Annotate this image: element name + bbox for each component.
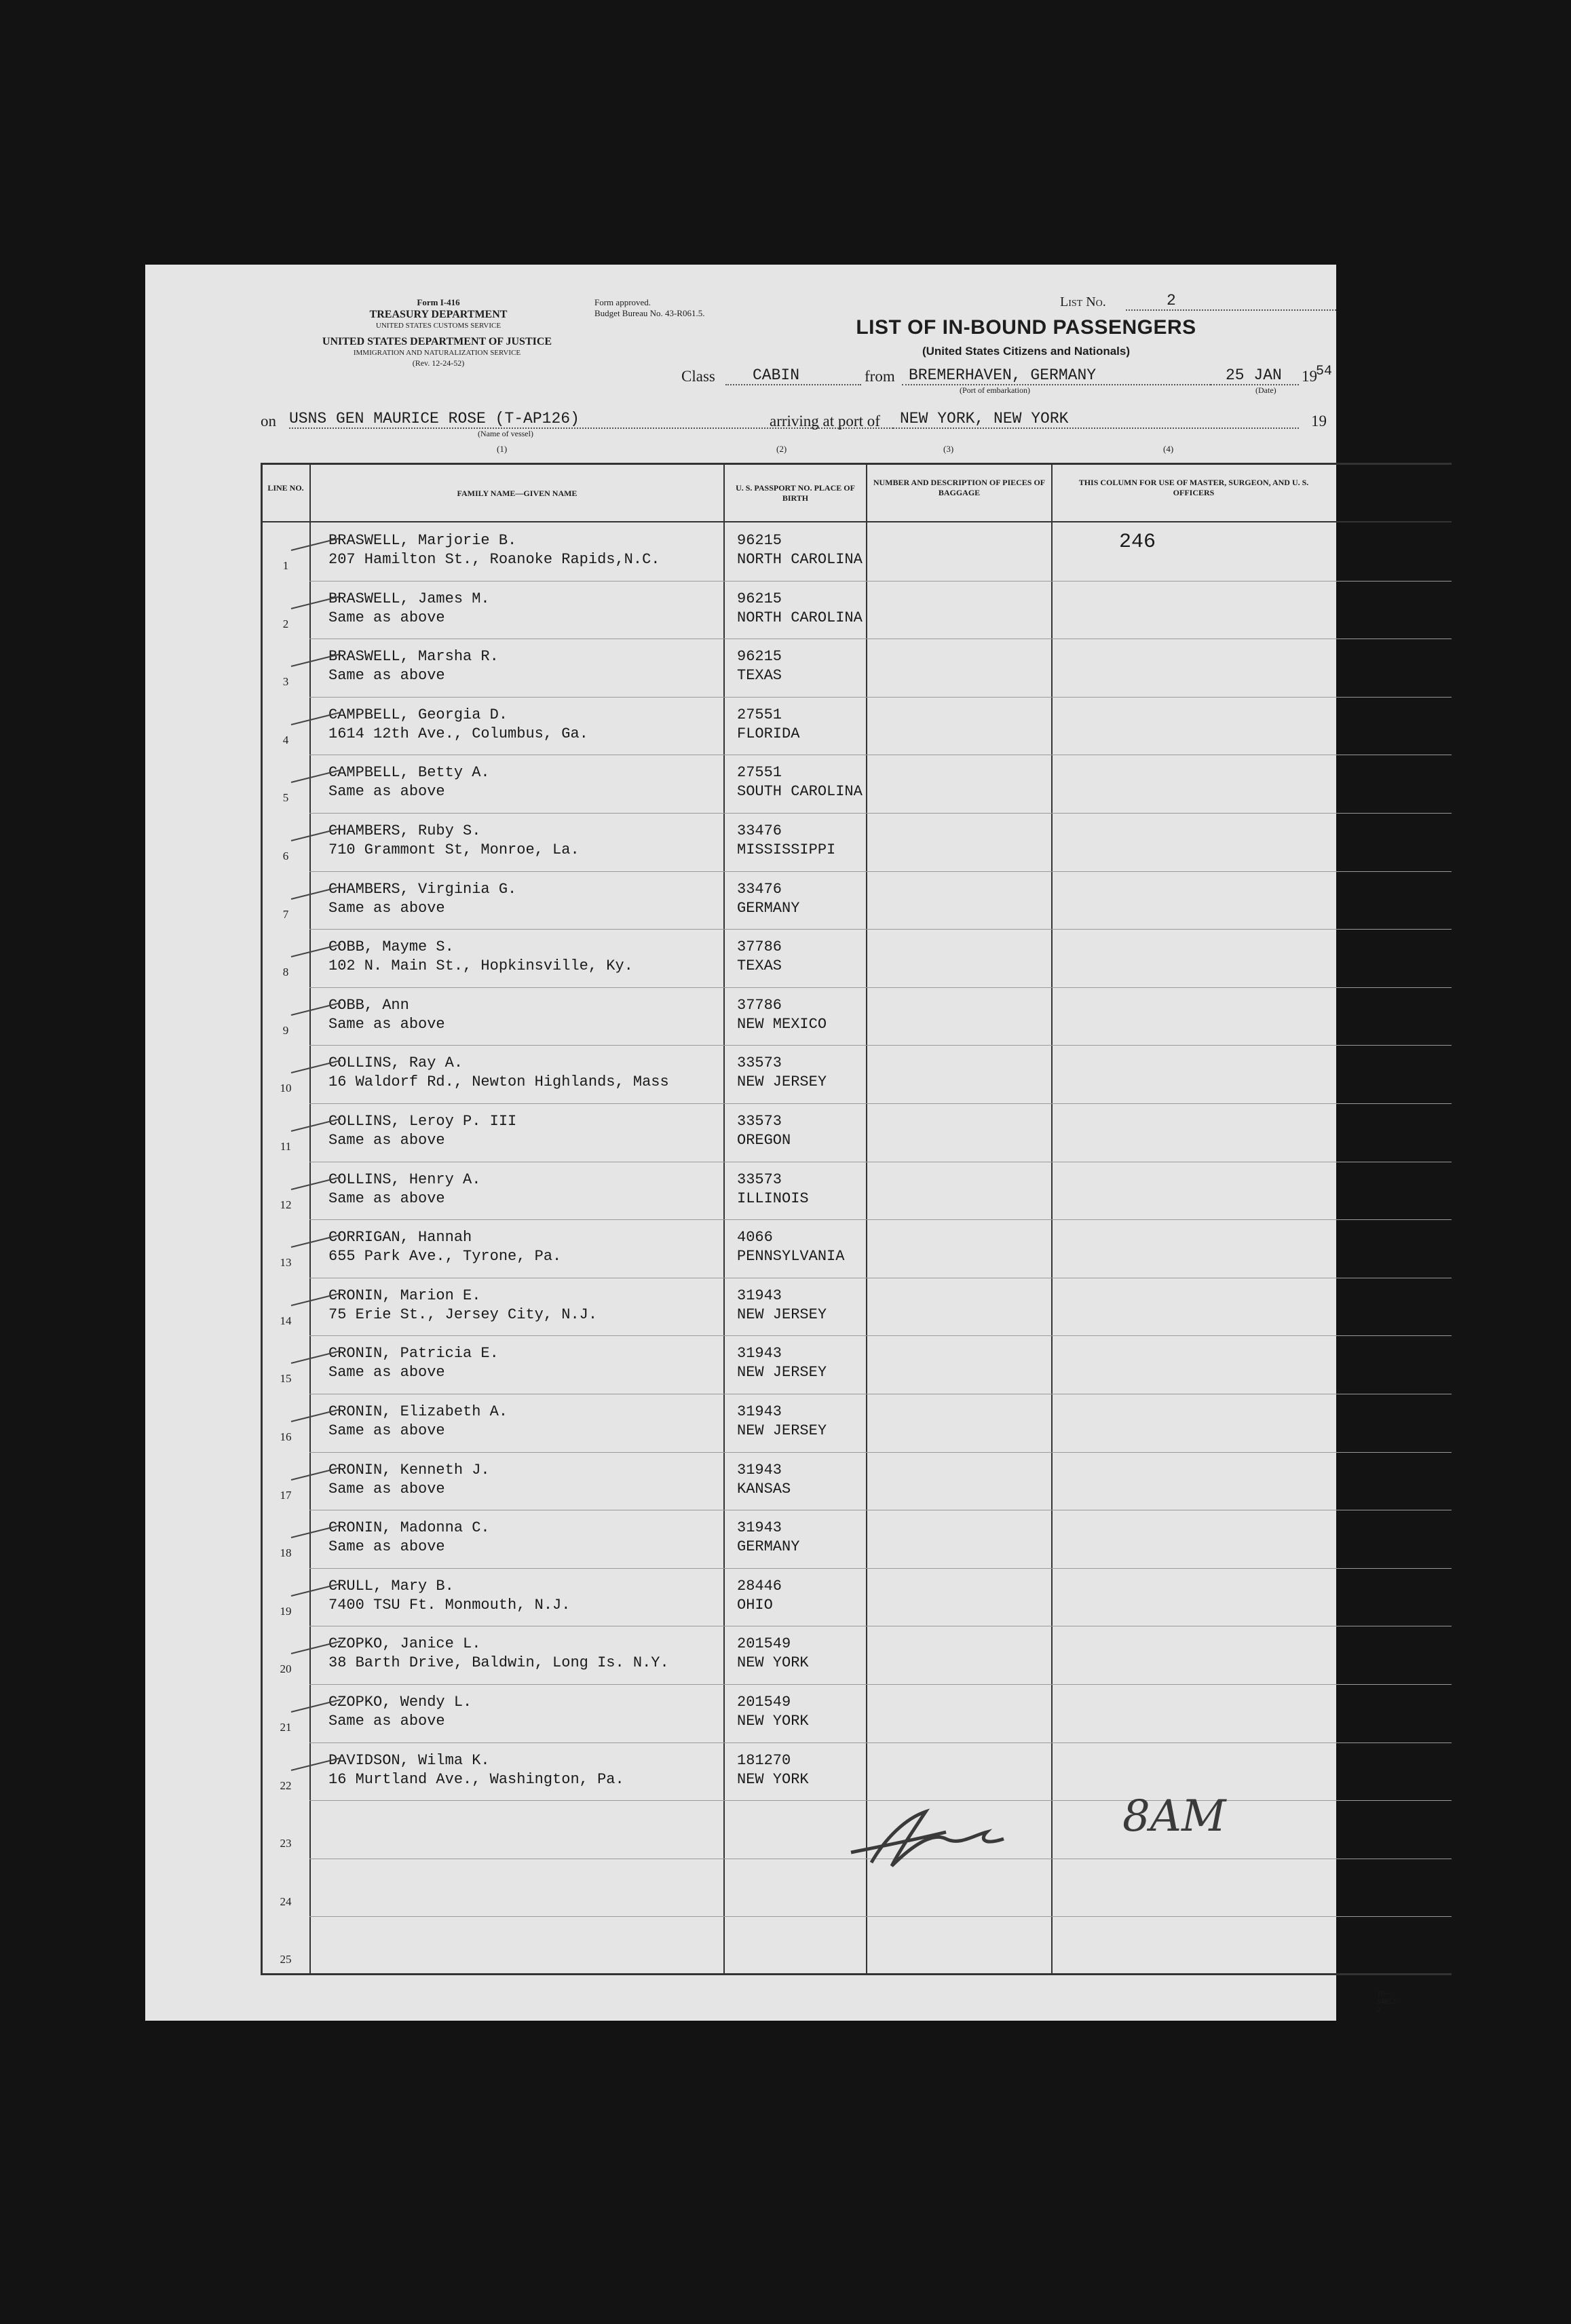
passenger-name: CRONIN, Kenneth J. — [328, 1461, 490, 1479]
line-number: 20 — [280, 1662, 292, 1676]
line-number: 1 — [282, 559, 289, 572]
line-number: 18 — [280, 1546, 292, 1560]
place-of-birth: GERMANY — [737, 899, 800, 917]
header-name: FAMILY NAME—GIVEN NAME — [457, 489, 578, 498]
list-no-value: 2 — [1126, 292, 1336, 311]
line-number: 15 — [280, 1372, 292, 1386]
from-label: from — [865, 368, 895, 385]
header-baggage: NUMBER AND DESCRIPTION OF PIECES OF BAGGAGE — [873, 478, 1046, 497]
passenger-address: Same as above — [328, 1422, 445, 1439]
page-title: LIST OF IN-BOUND PASSENGERS — [856, 316, 1196, 339]
column-number-2: (2) — [776, 444, 787, 454]
passenger-name: CORRIGAN, Hannah — [328, 1229, 472, 1246]
passenger-name: COBB, Mayme S. — [328, 938, 454, 956]
passenger-name: CRONIN, Marion E. — [328, 1287, 481, 1304]
passenger-address: Same as above — [328, 1364, 445, 1382]
passport-number: 96215 — [737, 648, 782, 666]
passport-number: 201549 — [737, 1694, 791, 1711]
place-of-birth: NEW JERSEY — [737, 1422, 827, 1439]
row-separator — [309, 1103, 1452, 1104]
passenger-address: 75 Erie St., Jersey City, N.J. — [328, 1306, 598, 1323]
header-line-no: LINE NO. — [267, 483, 304, 493]
row-separator — [309, 1568, 1452, 1569]
vessel-value: USNS GEN MAURICE ROSE (T-AP126) — [289, 410, 893, 429]
passenger-address: Same as above — [328, 1189, 445, 1207]
page-subtitle: (United States Citizens and Nationals) — [922, 345, 1131, 358]
line-number: 6 — [282, 850, 289, 862]
row-separator — [309, 813, 1452, 814]
place-of-birth: GERMANY — [737, 1538, 800, 1556]
arriving-year-label: 19 — [1311, 413, 1327, 430]
passenger-name: COLLINS, Leroy P. III — [328, 1113, 517, 1130]
officer-note: 246 — [1119, 531, 1156, 554]
passport-number: 201549 — [737, 1635, 791, 1653]
line-number: 4 — [282, 733, 289, 746]
officer-signature — [844, 1798, 1021, 1884]
manifest-page — [145, 265, 1399, 2021]
passport-number: 33573 — [737, 1170, 782, 1188]
arriving-value: NEW YORK, NEW YORK — [893, 410, 1299, 429]
row-separator — [309, 1219, 1452, 1220]
place-of-birth: KANSAS — [737, 1480, 791, 1498]
department-justice: UNITED STATES DEPARTMENT OF JUSTICE — [322, 336, 552, 347]
passport-number: 31943 — [737, 1287, 782, 1304]
passenger-name: COLLINS, Ray A. — [328, 1054, 463, 1072]
passport-number: 33476 — [737, 880, 782, 898]
column-number-3: (3) — [943, 444, 954, 454]
date-value: 25 JAN — [1211, 366, 1299, 385]
class-value: CABIN — [725, 366, 861, 385]
passenger-name: CHAMBERS, Ruby S. — [328, 822, 481, 839]
place-of-birth: SOUTH CAROLINA — [737, 783, 863, 801]
passenger-address: 7400 TSU Ft. Monmouth, N.J. — [328, 1596, 571, 1614]
passport-number: 96215 — [737, 532, 782, 549]
row-separator — [309, 1452, 1452, 1453]
passenger-name: BRASWELL, Marsha R. — [328, 648, 499, 666]
place-of-birth: OHIO — [737, 1596, 773, 1614]
line-number: 7 — [282, 907, 289, 921]
passenger-address: Same as above — [328, 1713, 445, 1730]
passenger-name: BRASWELL, James M. — [328, 590, 490, 607]
passenger-address: 1614 12th Ave., Columbus, Ga. — [328, 725, 588, 742]
place-of-birth: TEXAS — [737, 957, 782, 975]
place-of-birth: NEW JERSEY — [737, 1073, 827, 1091]
arriving-label: arriving at port of — [770, 413, 880, 430]
passenger-address: 16 Waldorf Rd., Newton Highlands, Mass — [328, 1073, 669, 1091]
place-of-birth: NEW JERSEY — [737, 1364, 827, 1382]
passenger-rows — [145, 265, 1336, 2021]
passport-number: 37786 — [737, 996, 782, 1014]
date-year-prefix: 19 — [1302, 368, 1317, 385]
date-year-suffix: 54 — [1316, 364, 1333, 379]
line-number: 9 — [282, 1023, 289, 1037]
passenger-name: CRONIN, Patricia E. — [328, 1345, 499, 1363]
passenger-name: DAVIDSON, Wilma K. — [328, 1751, 490, 1769]
budget-bureau: Budget Bureau No. 43-R061.5. — [594, 308, 705, 318]
passenger-address: Same as above — [328, 899, 445, 917]
vessel-caption: (Name of vessel) — [478, 429, 533, 438]
passenger-name: BRASWELL, Marjorie B. — [328, 532, 517, 549]
on-label: on — [261, 413, 276, 430]
ins-service: IMMIGRATION AND NATURALIZATION SERVICE — [353, 349, 521, 357]
passenger-address: Same as above — [328, 667, 445, 685]
list-no-label: List No. — [1060, 294, 1106, 309]
from-caption: (Port of embarkation) — [960, 385, 1030, 395]
from-value: BREMERHAVEN, GERMANY — [902, 366, 1211, 385]
place-of-birth: MISSISSIPPI — [737, 841, 836, 858]
passenger-name: CRONIN, Elizabeth A. — [328, 1403, 508, 1420]
passport-number: 37786 — [737, 938, 782, 956]
line-number: 12 — [280, 1198, 292, 1211]
column-number-4: (4) — [1163, 444, 1174, 454]
place-of-birth: PENNSYLVANIA — [737, 1248, 845, 1265]
form-number: Form I-416 — [417, 297, 460, 307]
row-separator — [309, 987, 1452, 988]
column-number-1: (1) — [497, 444, 508, 454]
place-of-birth: NORTH CAROLINA — [737, 551, 863, 568]
form-approved: Form approved. — [594, 297, 651, 307]
row-separator — [309, 581, 1452, 582]
place-of-birth: NEW JERSEY — [737, 1306, 827, 1323]
department-treasury: TREASURY DEPARTMENT — [369, 309, 508, 320]
line-number: 22 — [280, 1778, 292, 1792]
passenger-address: 655 Park Ave., Tyrone, Pa. — [328, 1248, 562, 1265]
line-number: 21 — [280, 1721, 292, 1734]
passport-number: 31943 — [737, 1345, 782, 1363]
passport-number: 181270 — [737, 1751, 791, 1769]
form-revision: (Rev. 12-24-52) — [412, 358, 465, 368]
passport-number: 27551 — [737, 764, 782, 782]
line-number: 10 — [280, 1082, 292, 1095]
passport-number: 33573 — [737, 1054, 782, 1072]
place-of-birth: ILLINOIS — [737, 1189, 809, 1207]
row-separator — [309, 697, 1452, 698]
passenger-name: CZOPKO, Wendy L. — [328, 1694, 472, 1711]
passenger-address: Same as above — [328, 783, 445, 801]
passport-number: 33573 — [737, 1113, 782, 1130]
passport-number: 4066 — [737, 1229, 773, 1246]
place-of-birth: FLORIDA — [737, 725, 800, 742]
line-number: 14 — [280, 1314, 292, 1327]
line-number: 24 — [280, 1894, 292, 1908]
line-number: 5 — [282, 791, 289, 805]
line-number: 2 — [282, 617, 289, 630]
passport-number: 31943 — [737, 1519, 782, 1537]
passenger-address: Same as above — [328, 1015, 445, 1033]
row-separator — [309, 871, 1452, 872]
line-number: 23 — [280, 1837, 292, 1850]
passenger-address: 16 Murtland Ave., Washington, Pa. — [328, 1770, 624, 1788]
place-of-birth: NEW MEXICO — [737, 1015, 827, 1033]
line-number: 11 — [280, 1140, 292, 1153]
passenger-address: 102 N. Main St., Hopkinsville, Ky. — [328, 957, 633, 975]
passport-number: 31943 — [737, 1403, 782, 1420]
line-number: 13 — [280, 1256, 292, 1270]
passenger-name: CRULL, Mary B. — [328, 1577, 454, 1595]
passenger-address: Same as above — [328, 1538, 445, 1556]
passenger-name: CRONIN, Madonna C. — [328, 1519, 490, 1537]
passenger-name: COBB, Ann — [328, 996, 409, 1014]
passenger-address: Same as above — [328, 1132, 445, 1149]
place-of-birth: TEXAS — [737, 667, 782, 685]
line-number: 25 — [280, 1953, 292, 1966]
passenger-name: CAMPBELL, Georgia D. — [328, 706, 508, 723]
place-of-birth: NEW YORK — [737, 1654, 809, 1672]
passenger-name: CHAMBERS, Virginia G. — [328, 880, 517, 898]
place-of-birth: OREGON — [737, 1132, 791, 1149]
class-label: Class — [681, 368, 715, 385]
passenger-address: 207 Hamilton St., Roanoke Rapids,N.C. — [328, 551, 660, 568]
footer-code: 16—54652-2 — [1377, 1989, 1399, 2014]
passport-number: 28446 — [737, 1577, 782, 1595]
row-separator — [309, 1742, 1452, 1743]
customs-service: UNITED STATES CUSTOMS SERVICE — [375, 322, 501, 330]
row-separator — [309, 1335, 1452, 1336]
line-number: 19 — [280, 1604, 292, 1618]
passenger-name: CZOPKO, Janice L. — [328, 1635, 481, 1653]
header-officers: THIS COLUMN FOR USE OF MASTER, SURGEON, AND U. S. OFFICERS — [1078, 478, 1309, 497]
signature-time-note: 8AM — [1122, 1791, 1226, 1842]
passenger-address: Same as above — [328, 609, 445, 626]
row-separator — [309, 1916, 1452, 1917]
passenger-address: 710 Grammont St, Monroe, La. — [328, 841, 580, 858]
passport-number: 96215 — [737, 590, 782, 607]
passport-number: 27551 — [737, 706, 782, 723]
place-of-birth: NORTH CAROLINA — [737, 609, 863, 626]
header-passport: U. S. PASSPORT NO. PLACE OF BIRTH — [736, 483, 855, 503]
passenger-address: Same as above — [328, 1480, 445, 1498]
place-of-birth: NEW YORK — [737, 1770, 809, 1788]
passport-number: 31943 — [737, 1461, 782, 1479]
row-separator — [309, 1045, 1452, 1046]
line-number: 3 — [282, 675, 289, 689]
date-caption: (Date) — [1255, 385, 1276, 395]
line-number: 17 — [280, 1488, 292, 1502]
passport-number: 33476 — [737, 822, 782, 839]
line-number: 16 — [280, 1430, 292, 1443]
passenger-name: COLLINS, Henry A. — [328, 1170, 481, 1188]
passenger-address: 38 Barth Drive, Baldwin, Long Is. N.Y. — [328, 1654, 669, 1672]
line-number: 8 — [282, 966, 289, 979]
passenger-name: CAMPBELL, Betty A. — [328, 764, 490, 782]
row-separator — [309, 1684, 1452, 1685]
place-of-birth: NEW YORK — [737, 1713, 809, 1730]
row-separator — [309, 929, 1452, 930]
